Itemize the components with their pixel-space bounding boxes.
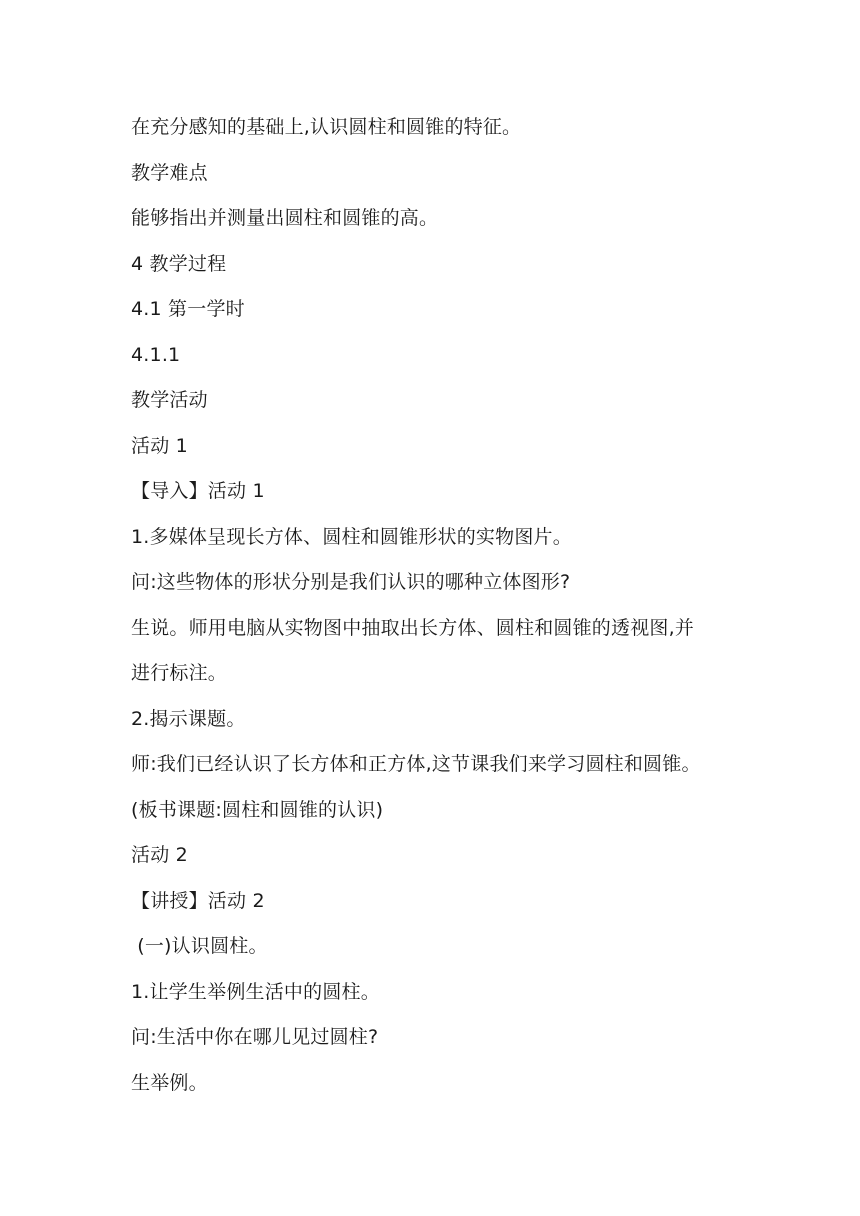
paragraph-question-shapes: 问:这些物体的形状分别是我们认识的哪种立体图形? bbox=[131, 571, 571, 593]
heading-first-lesson: 4.1 第一学时 bbox=[131, 298, 245, 320]
document-body bbox=[131, 110, 771, 1111]
paragraph-multimedia: 1.多媒体呈现长方体、圆柱和圆锥形状的实物图片。 bbox=[131, 525, 572, 548]
paragraph-students-examples: 生举例。 bbox=[131, 1071, 208, 1094]
paragraph-focus-statement: 在充分感知的基础上,认识圆柱和圆锥的特征。 bbox=[131, 116, 522, 138]
heading-section-number: 4.1.1 bbox=[131, 343, 181, 366]
paragraph-reveal-topic: 2.揭示课题。 bbox=[131, 707, 246, 730]
heading-teaching-process: 4 教学过程 bbox=[131, 252, 227, 275]
paragraph-board-title: (板书课题:圆柱和圆锥的认识) bbox=[131, 798, 384, 821]
subheading-lecture-activity-2: 【讲授】活动 2 bbox=[131, 889, 265, 912]
paragraph-question-where: 问:生活中你在哪儿见过圆柱? bbox=[131, 1026, 379, 1048]
paragraph-difficulty-statement: 能够指出并测量出圆柱和圆锥的高。 bbox=[131, 207, 439, 229]
paragraph-students-say-cont: 进行标注。 bbox=[131, 662, 228, 684]
paragraph-cylinder-examples: 1.让学生举例生活中的圆柱。 bbox=[131, 980, 380, 1003]
heading-teaching-activities: 教学活动 bbox=[131, 389, 208, 411]
subheading-intro-activity-1: 【导入】活动 1 bbox=[131, 480, 265, 502]
paragraph-students-say: 生说。师用电脑从实物图中抽取出长方体、圆柱和圆锥的透视图,并 bbox=[131, 616, 695, 639]
heading-teaching-difficulty: 教学难点 bbox=[131, 161, 208, 184]
heading-activity-2: 活动 2 bbox=[131, 844, 188, 866]
paragraph-teacher-intro: 师:我们已经认识了长方体和正方体,这节课我们来学习圆柱和圆锥。 bbox=[131, 753, 701, 775]
heading-activity-1: 活动 1 bbox=[131, 434, 188, 457]
subheading-know-cylinder: (一)认识圆柱。 bbox=[131, 935, 268, 957]
